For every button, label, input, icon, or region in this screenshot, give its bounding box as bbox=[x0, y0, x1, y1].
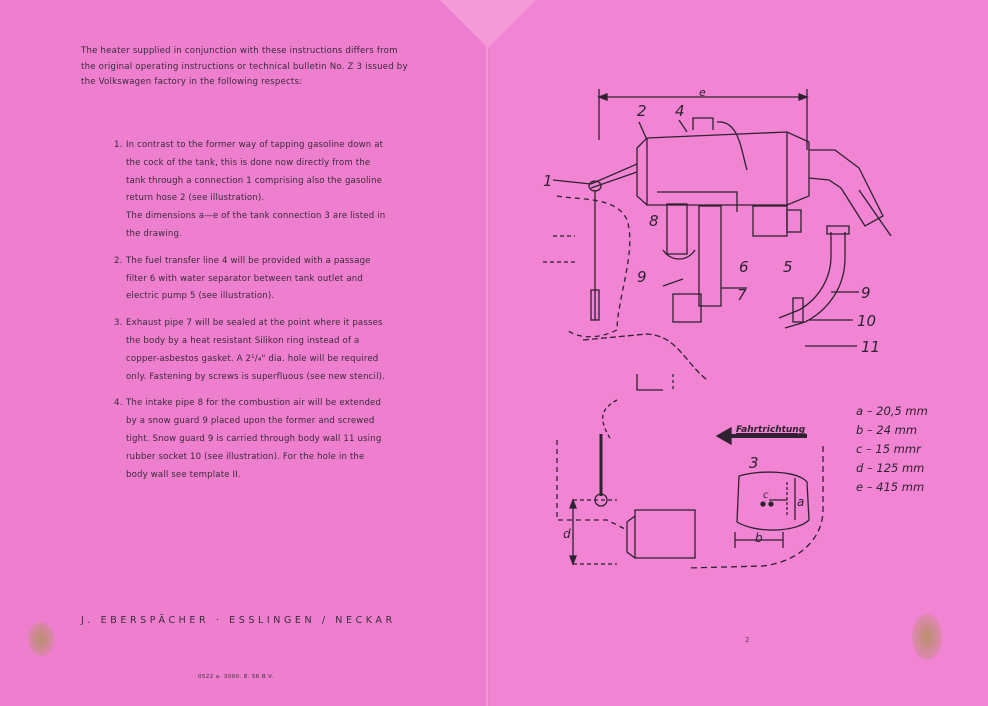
item-text: In contrast to the former way of tapping gasoline down at the cock of the tank, this is done now directly from the tank through a connection 1 comprising also the gasoline return hose 2 (see illustration). bbox=[126, 140, 384, 204]
label-7: 7 bbox=[737, 286, 747, 304]
legend-row: c – 15 mmr bbox=[856, 442, 921, 456]
label-a: a bbox=[797, 495, 805, 509]
page-mark: 2 bbox=[745, 636, 750, 644]
item-text: Exhaust pipe 7 will be sealed at the point where it passes the body by a heat resistant Silikon ring instead of a copper-asbestos gasket. A 2¹/₄" dia. hole will be required only. Fastening by screws is superfluous (see new stencil). bbox=[126, 318, 385, 382]
intro-paragraph: The heater supplied in conjunction with these instructions differs from the original operating instructions or technical bulletin No. Z 3 issued by the Volkswagen factory in the following respects: bbox=[81, 46, 408, 88]
item-number: 4. bbox=[114, 398, 123, 409]
list-item bbox=[114, 253, 386, 306]
list-item bbox=[114, 315, 386, 386]
legend-key: d bbox=[856, 461, 864, 475]
item-extra-text: The dimensions a—e of the tank connection 3 are listed in the drawing. bbox=[126, 211, 386, 239]
label-2: 2 bbox=[637, 102, 647, 120]
stain-left bbox=[28, 622, 54, 656]
label-3: 3 bbox=[749, 454, 759, 472]
legend-row: a – 20,5 mm bbox=[856, 404, 928, 418]
label-b: b bbox=[755, 531, 763, 545]
item-number: 1. bbox=[114, 140, 123, 150]
legend-value: 415 mm bbox=[876, 480, 925, 494]
legend-row: d – 125 mm bbox=[856, 461, 925, 475]
legend-key: a bbox=[856, 404, 864, 418]
label-4: 4 bbox=[675, 102, 685, 120]
item-text: The intake pipe 8 for the combustion air will be extended by a snow guard 9 placed upon the former and screwed tight. Snow guard 9 is carried through body wall 11 using rubber socket 10 (see illustration). For the hole in the body wall see template II. bbox=[126, 398, 382, 480]
legend-value: 125 mm bbox=[876, 461, 925, 475]
legend-key: e bbox=[856, 480, 864, 494]
list-item bbox=[114, 395, 386, 484]
legend-key: b bbox=[856, 423, 864, 437]
label-e: e bbox=[699, 86, 706, 99]
legend-value: 15 mmr bbox=[875, 442, 921, 456]
legend-value: 24 mm bbox=[876, 423, 918, 437]
legend-row: b – 24 mm bbox=[856, 423, 918, 437]
label-9-right: 9 bbox=[861, 284, 871, 302]
label-1: 1 bbox=[543, 172, 553, 190]
label-5: 5 bbox=[783, 258, 793, 276]
label-11: 11 bbox=[861, 338, 881, 356]
legend-row: e – 415 mm bbox=[856, 480, 925, 494]
item-text: The fuel transfer line 4 will be provided with a passage filter 6 with water separator between tank outlet and electric pump 5 (see illustration). bbox=[126, 255, 371, 302]
changes-list bbox=[114, 137, 386, 493]
label-10: 10 bbox=[857, 312, 877, 330]
label-8: 8 bbox=[649, 212, 659, 230]
label-9-left: 9 bbox=[637, 268, 647, 286]
diagram-labels bbox=[543, 86, 880, 545]
label-d: d bbox=[563, 527, 571, 541]
direction-label: Fahrtrichtung bbox=[736, 425, 806, 435]
label-c: c bbox=[763, 490, 769, 501]
legend-key: c bbox=[856, 442, 863, 456]
item-number: 3. bbox=[114, 318, 123, 329]
legend-value: 20,5 mm bbox=[876, 404, 928, 418]
item-number: 2. bbox=[114, 255, 123, 266]
company-footer: J. EBERSPÄCHER · ESSLINGEN / NECKAR bbox=[81, 615, 396, 626]
list-item bbox=[114, 137, 386, 244]
label-6: 6 bbox=[739, 258, 749, 276]
print-code: 0522 a. 3000. 8. 56 B.V. bbox=[198, 674, 274, 680]
heater-diagram bbox=[487, 0, 988, 706]
diagram-lines bbox=[543, 89, 891, 568]
dimension-legend bbox=[856, 402, 928, 497]
